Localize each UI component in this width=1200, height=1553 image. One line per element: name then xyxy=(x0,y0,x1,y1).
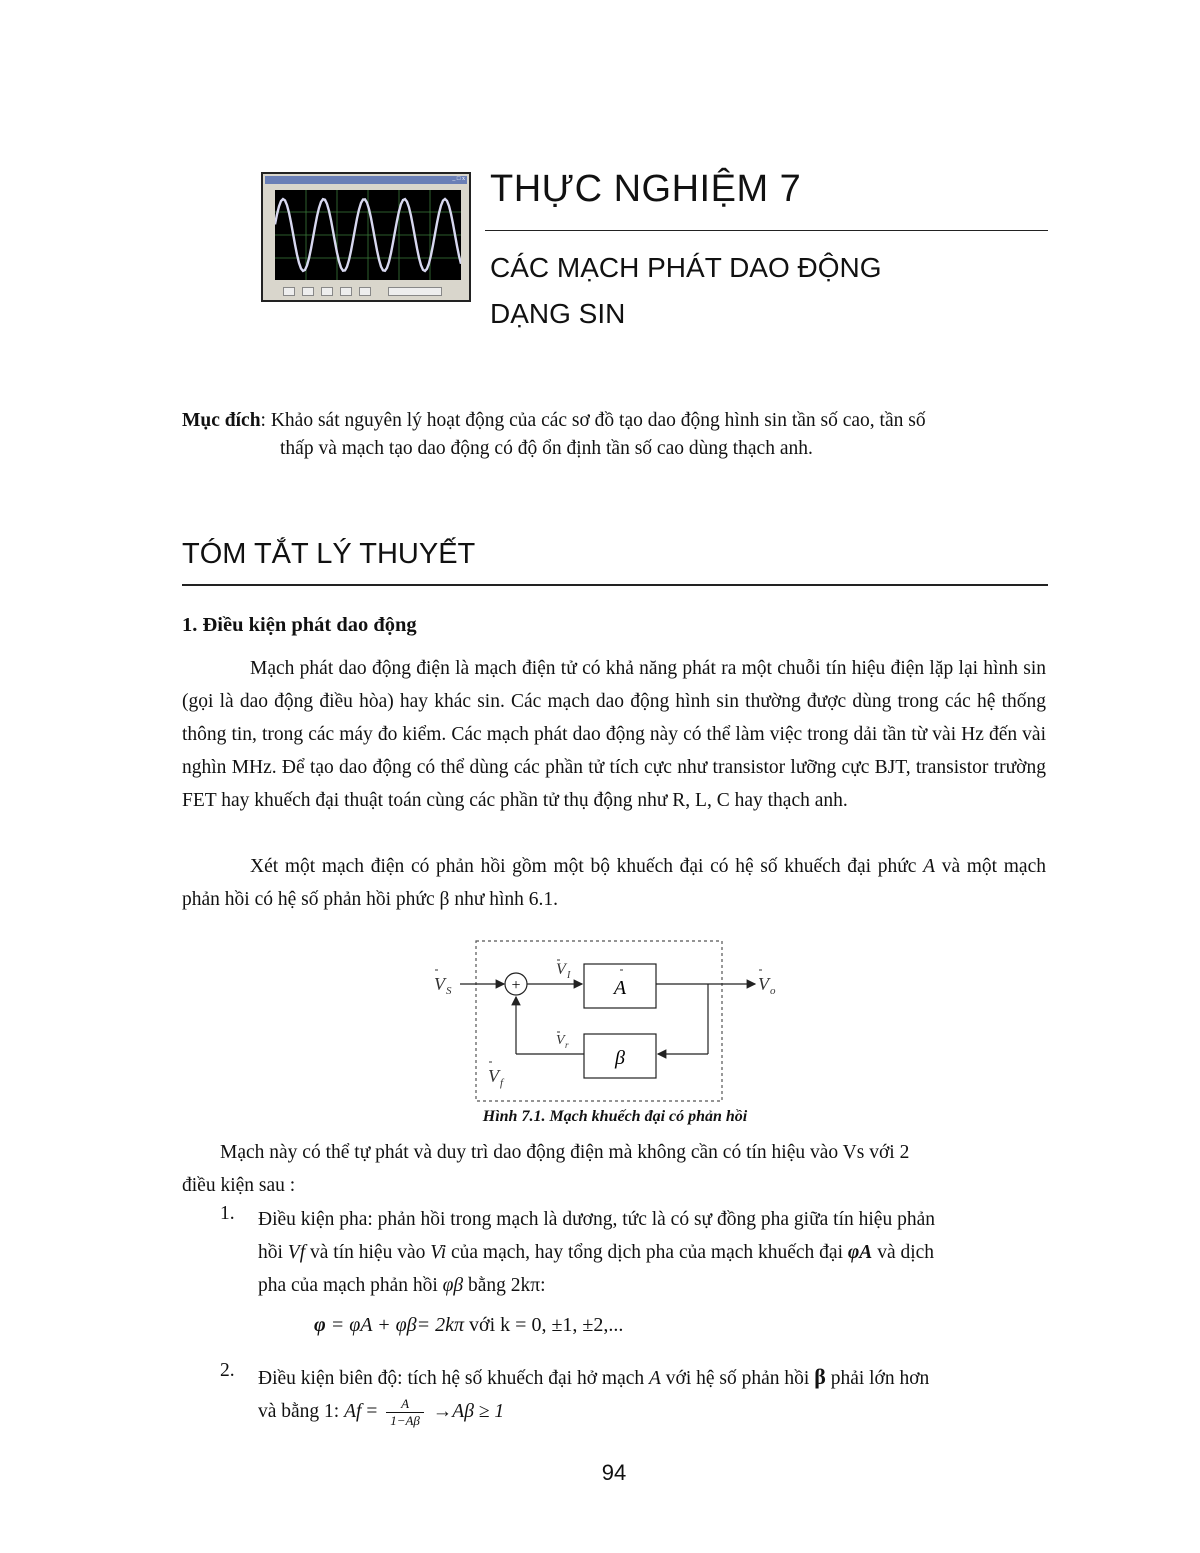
li1-text-d: và dịch xyxy=(872,1242,935,1263)
li1-symbol-vi: Vi xyxy=(430,1242,447,1263)
feedback-label: β xyxy=(615,1047,625,1069)
paragraph-2-text-b: và một mạch phản hồi có hệ số phản hồi phức β như hình 6.1. xyxy=(182,856,1046,910)
fraction-numerator: A xyxy=(386,1396,424,1413)
phase-condition-formula xyxy=(314,1314,623,1337)
label-vo: V xyxy=(758,974,769,994)
gain-fraction xyxy=(386,1396,424,1429)
li1-text-e: pha của mạch phản hồi xyxy=(258,1275,443,1296)
label-vo-sub: o xyxy=(770,985,776,997)
feedback-amplifier-diagram xyxy=(420,938,790,1106)
list-item-2-line-2 xyxy=(258,1395,1048,1429)
li2-text-c: phải lớn hơn xyxy=(825,1368,930,1389)
thumbnail-controls xyxy=(283,282,461,294)
li2-symbol-beta: β xyxy=(814,1364,826,1389)
window-buttons-icon: _ □ x xyxy=(452,176,465,182)
label-vi: V xyxy=(556,961,566,978)
paragraph-1 xyxy=(182,652,1046,817)
label-vr: V xyxy=(556,1033,565,1048)
paragraph-2-text-a: Xét một mạch điện có phản hồi gồm một bộ khuếch đại có hệ số khuếch đại phức xyxy=(250,856,924,877)
li1-text-b: và tín hiệu vào xyxy=(305,1242,431,1263)
label-vs: V xyxy=(434,974,445,994)
li2-symbol-af: Af xyxy=(344,1401,362,1422)
list-item-1-line-1: Điều kiện pha: phản hồi trong mạch là dương, tức là có sự đồng pha giữa tín hiệu phản xyxy=(258,1209,935,1230)
subtitle-line-1: CÁC MẠCH PHÁT DAO ĐỘNG xyxy=(490,252,882,283)
li2-text-a: Điều kiện biên độ: tích hệ số khuếch đại hở mạch xyxy=(258,1368,649,1389)
li2-equals: = xyxy=(361,1401,383,1422)
paragraph-1-text: Mạch phát dao động điện là mạch điện tử có khả năng phát ra một chuỗi tín hiệu điện lặp lại hình sin (gọi là dao động điều hòa) hay khác sin. Các mạch dao động hình sin thường được dùng trong các hệ thống thông tin, trong các máy đo kiểm. Các mạch phát dao động này có thể làm việc trong dải tần từ vài Hz đến vài nghìn MHz. Để tạo dao động có thể dùng các phần tử tích cực như transistor lưỡng cực BJT, transistor trường FET hay khuếch đại thuật toán cùng các phần tử thụ động như R, L, C hay thạch anh. xyxy=(182,658,1046,811)
list-item-1-line-2 xyxy=(258,1236,1048,1269)
oscilloscope-thumbnail xyxy=(261,172,471,302)
li1-symbol-vf: Vf xyxy=(287,1242,306,1263)
li2-text-b: với hệ số phản hồi xyxy=(660,1368,815,1389)
page-number: 94 xyxy=(601,1460,627,1485)
formula-condition: với k = 0, ±1, ±2,... xyxy=(464,1314,624,1336)
li1-text-c: của mạch, hay tổng dịch pha của mạch khuếch đại xyxy=(446,1242,848,1263)
paragraph-2 xyxy=(182,850,1046,916)
chapter-subtitle xyxy=(490,245,882,337)
paragraph-2-symbol-a: A xyxy=(923,856,936,877)
purpose-text-line-2: thấp và mạch tạo dao động có độ ổn định tần số cao dùng thạch anh. xyxy=(280,438,813,459)
subtitle-line-2: DẠNG SIN xyxy=(490,298,626,329)
list-item-1-line-3 xyxy=(258,1269,1048,1302)
label-vi-sub: I xyxy=(567,970,571,981)
paragraph-3-line-1: Mạch này có thể tự phát và duy trì dao động điện mà không cần có tín hiệu vào Vs với 2 xyxy=(220,1142,910,1163)
label-vf: V xyxy=(488,1066,499,1086)
list-item-2-line-1 xyxy=(258,1360,1048,1395)
formula-phi: φ xyxy=(314,1314,326,1336)
chapter-title: THỰC NGHIỆM 7 xyxy=(490,168,802,210)
purpose-paragraph xyxy=(182,404,1048,438)
sine-wave-screen xyxy=(275,190,461,280)
figure-caption: Hình 7.1. Mạch khuếch đại có phản hồi xyxy=(482,1108,748,1125)
title-divider xyxy=(485,230,1048,231)
list-item-1-number: 1. xyxy=(220,1203,235,1224)
amplifier-label: A xyxy=(613,977,627,999)
purpose-text-line-1: : Khảo sát nguyên lý hoạt động của các sơ đồ tạo dao động hình sin tần số cao, tần số xyxy=(260,410,926,431)
label-vs-sub: S xyxy=(446,985,452,997)
purpose-label: Mục đích xyxy=(182,410,261,431)
formula-body: = φA + φβ= 2kπ xyxy=(325,1314,465,1336)
label-vf-sub: f xyxy=(500,1077,504,1089)
li1-symbol-phi-beta: φβ xyxy=(442,1275,464,1296)
li2-symbol-a: A xyxy=(649,1368,661,1389)
li2-text-d: và bằng 1: xyxy=(258,1401,345,1422)
li1-symbol-phi-a: φA xyxy=(847,1242,873,1263)
list-item-1 xyxy=(258,1203,1048,1302)
list-item-2 xyxy=(258,1360,1048,1429)
summing-plus: + xyxy=(511,977,521,994)
li1-text-a: hồi xyxy=(258,1242,288,1263)
subsection-heading: 1. Điều kiện phát dao động xyxy=(182,614,417,636)
li1-text-f: bằng 2kπ: xyxy=(463,1275,546,1296)
label-vr-sub: r xyxy=(565,1040,569,1050)
fraction-denominator: 1−Aβ xyxy=(390,1413,420,1429)
paragraph-3-line-2: điều kiện sau : xyxy=(182,1175,296,1196)
thumbnail-titlebar xyxy=(265,176,467,184)
summary-divider xyxy=(182,584,1048,586)
list-item-2-number: 2. xyxy=(220,1360,235,1381)
paragraph-3 xyxy=(182,1136,1046,1202)
section-heading-summary: TÓM TẮT LÝ THUYẾT xyxy=(182,538,476,570)
li2-text-e: →Aβ ≥ 1 xyxy=(427,1401,505,1422)
